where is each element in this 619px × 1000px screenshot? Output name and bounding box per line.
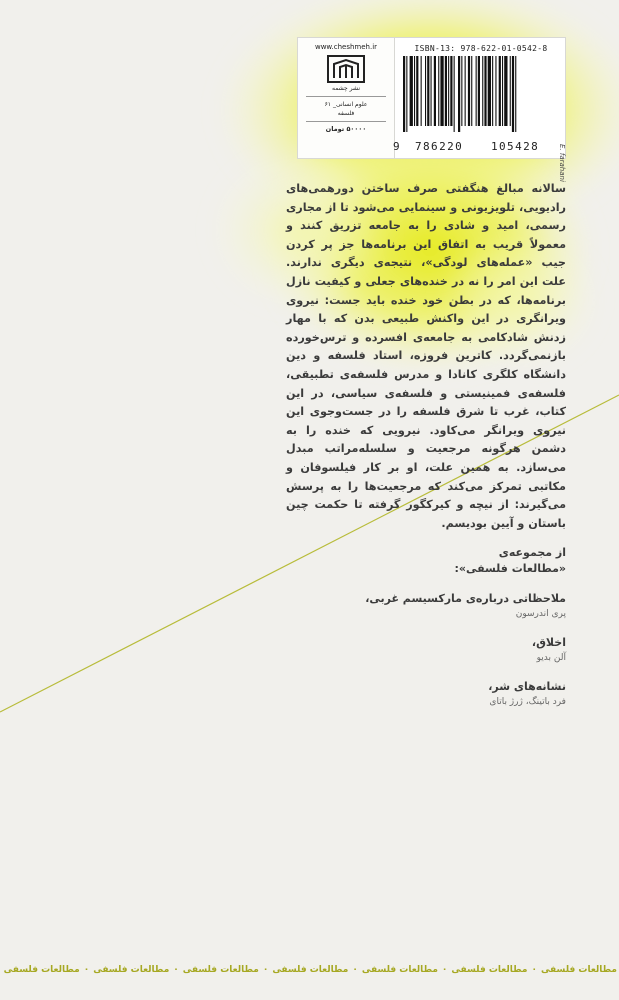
barcode-bar bbox=[421, 56, 422, 126]
barcode-bar bbox=[454, 56, 455, 132]
barcode-digits bbox=[395, 140, 565, 154]
barcode-bar bbox=[410, 56, 413, 126]
series-band-separator: ۰ bbox=[441, 965, 448, 975]
barcode-bar bbox=[440, 56, 443, 126]
barcode-bar bbox=[425, 56, 426, 126]
barcode-bar bbox=[471, 56, 472, 126]
barcode-bar bbox=[512, 56, 514, 132]
book-title: ملاحظاتی درباره‌ی مارکسیسم غربی، bbox=[365, 592, 566, 605]
barcode-bar bbox=[510, 56, 511, 126]
barcode-box bbox=[394, 37, 566, 159]
barcode-digit-first: 9 bbox=[393, 140, 400, 153]
series-list bbox=[330, 545, 566, 723]
barcode-bar bbox=[476, 56, 477, 126]
blurb-text: سالانه مبالغ هنگفتی صرف ساختن دورهمی‌های رادیویی، تلویزیونی و سینمایی می‌شود تا از مجاری رسمی، امید و شادی را به جامعه تزریق کنند و معمولاً قریب به اتفاق این برنامه‌ها جز پر کردن جیب «عمله‌های لودگی»، نتیجه‌ی دیگری ندارند. علت این امر را نه در خنده‌های جعلی و کیفیت نازل برنامه‌ها، که در بطن خود خنده باید جست: نیروی ویرانگری در این واکنش طبیعی بدن که با مهار زدنش شادکامی به جامعه‌ی افسرده و ترس‌خورده بازنمی‌گردد. کاترین فروزه، استاد فلسفه و دین دانشگاه کلگری کانادا و مدرس فلسفه‌ی تطبیقی، فلسفه‌ی فمینیستی و فلسفه‌ی سیاسی، در این کتاب، غرب تا شرق فلسفه را در جست‌وجوی این نیروی ویرانگر می‌کاود. نیرویی که خنده را به دشمن هرگونه مرجعیت و سلسله‌مراتب مبدل می‌سازد. به همین علت، او بر کار فیلسوفان و مکاتبی تمرکز می‌کند که مرجعیت‌ها را به پرسش می‌گیرند: از نیچه و کیرکگور گرفته تا حکمت چین باستان و آیین بودیسم. bbox=[286, 182, 566, 530]
barcode-digits-right: 105428 bbox=[491, 140, 540, 153]
category-line-2: فلسفه bbox=[337, 110, 355, 117]
barcode-bar bbox=[427, 56, 429, 126]
publisher-website: www.cheshmeh.ir bbox=[314, 43, 378, 51]
barcode-bar bbox=[461, 56, 462, 126]
series-band bbox=[0, 956, 619, 984]
barcode-bar bbox=[465, 56, 466, 126]
barcode-bar bbox=[438, 56, 439, 126]
price: ۵۰۰۰۰ تومان bbox=[325, 125, 367, 133]
publisher-logo-caption: نشر چشمه bbox=[332, 85, 360, 92]
barcode-bar bbox=[448, 56, 449, 126]
divider bbox=[306, 96, 386, 97]
series-band-item: مطالعات فلسفی bbox=[540, 965, 617, 975]
series-band-separator: ۰ bbox=[173, 965, 179, 975]
barcode-bar bbox=[482, 56, 483, 126]
series-band-separator: ۰ bbox=[531, 965, 537, 975]
series-name: «مطالعات فلسفی»: bbox=[454, 562, 566, 575]
book-title: اخلاق، bbox=[531, 636, 566, 649]
barcode-bar bbox=[488, 56, 491, 126]
barcode-bar bbox=[445, 56, 447, 126]
barcode-bar bbox=[431, 56, 432, 126]
series-band-item: مطالعات فلسفی bbox=[451, 965, 528, 975]
barcode-bar bbox=[492, 56, 493, 126]
series-band-item: مطالعات فلسفی bbox=[3, 965, 80, 975]
isbn-label: ISBN-13: 978-622-01-0542-8 bbox=[414, 44, 548, 53]
barcode-bar bbox=[495, 56, 496, 126]
barcode-bar bbox=[416, 56, 418, 126]
barcode-bar bbox=[499, 56, 501, 126]
barcode-bar bbox=[484, 56, 486, 126]
barcode-bar bbox=[478, 56, 480, 126]
publisher-logo-icon bbox=[326, 54, 366, 84]
barcode-bar bbox=[406, 56, 407, 132]
publisher-label bbox=[297, 37, 395, 159]
series-band-item: مطالعات فلسفی bbox=[361, 965, 438, 975]
barcode-bar bbox=[458, 56, 460, 132]
series-heading: از مجموعه‌ی bbox=[498, 546, 566, 559]
barcode-icon bbox=[403, 56, 557, 132]
book-author: فرد باتینگ، ژرژ باتای bbox=[489, 697, 566, 707]
barcode-bar bbox=[450, 56, 452, 126]
series-band-separator: ۰ bbox=[262, 965, 269, 975]
barcode-bar bbox=[504, 56, 507, 126]
book-author: پری اندرسون bbox=[515, 609, 566, 619]
series-band-item: مطالعات فلسفی bbox=[182, 965, 259, 975]
barcode-bar bbox=[414, 56, 415, 126]
barcode-bar bbox=[434, 56, 436, 126]
series-band-separator: ۰ bbox=[352, 965, 358, 975]
series-band-separator: ۰ bbox=[83, 965, 90, 975]
designer-credit: E. farahani bbox=[558, 144, 566, 182]
series-band-item: مطالعات فلسفی bbox=[93, 965, 170, 975]
barcode-bar bbox=[468, 56, 470, 126]
divider bbox=[306, 121, 386, 122]
book-title: نشانه‌های شر، bbox=[488, 680, 566, 693]
barcode-bar bbox=[502, 56, 503, 126]
series-band-item: مطالعات فلسفی bbox=[272, 965, 349, 975]
barcode-bar bbox=[403, 56, 405, 132]
category-line-1: علوم انسانی_ ۶۱ bbox=[324, 101, 368, 108]
book-author: آلن بدیو bbox=[536, 653, 566, 663]
barcode-bar bbox=[515, 56, 516, 132]
barcode-digits-left: 786220 bbox=[415, 140, 464, 153]
